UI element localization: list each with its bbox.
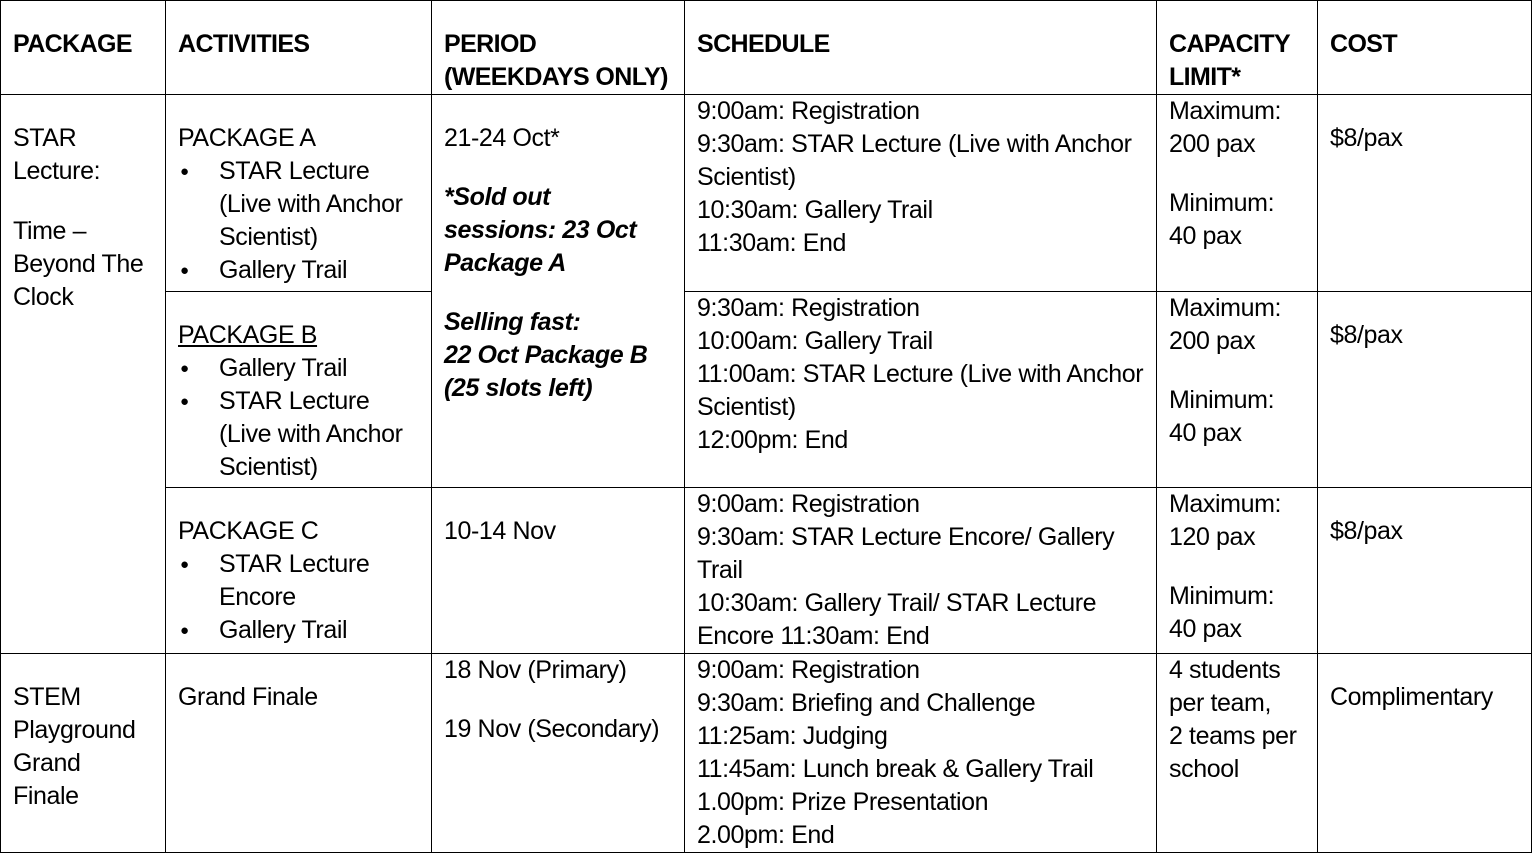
package-c-title: PACKAGE C bbox=[178, 517, 319, 545]
stem-package-line: Finale bbox=[13, 782, 79, 810]
stem-capacity-line: per team, bbox=[1169, 689, 1272, 717]
schedule-item: 10:30am: Gallery Trail/ STAR Lecture Encore 11:30am: End bbox=[697, 589, 1097, 650]
stem-period bbox=[432, 654, 685, 853]
capacity-max-label: Maximum: bbox=[1169, 490, 1282, 518]
table-row bbox=[1, 292, 1532, 488]
list-item: ● STAR Lecture (Live with Anchor Scientist) bbox=[178, 385, 423, 484]
schedule-item: 10:30am: Gallery Trail bbox=[697, 196, 933, 224]
table-row bbox=[1, 488, 1532, 654]
package-b-schedule bbox=[685, 292, 1157, 488]
package-a-cost: $8/pax bbox=[1318, 95, 1532, 292]
header-capacity-line1: CAPACITY bbox=[1169, 30, 1291, 58]
stem-package-cell bbox=[1, 654, 166, 853]
selling-fast-note: Selling fast: bbox=[444, 308, 581, 336]
table-row bbox=[1, 654, 1532, 853]
stem-capacity-line: 2 teams per bbox=[1169, 722, 1297, 750]
schedule-item: 11:25am: Judging bbox=[697, 722, 888, 750]
selling-fast-note: 22 Oct Package B bbox=[444, 341, 648, 369]
star-package-line: Clock bbox=[13, 283, 74, 311]
header-row bbox=[1, 1, 1532, 95]
schedule-item: 9:00am: Registration bbox=[697, 490, 920, 518]
sold-out-note: *Sold out bbox=[444, 183, 551, 211]
capacity-min-label: Minimum: bbox=[1169, 582, 1275, 610]
capacity-max-value: 200 pax bbox=[1169, 327, 1256, 355]
capacity-min-value: 40 pax bbox=[1169, 419, 1242, 447]
package-c-period: 10-14 Nov bbox=[432, 488, 685, 654]
list-item: ● Gallery Trail bbox=[178, 254, 423, 287]
list-item: ● Gallery Trail bbox=[178, 352, 423, 385]
schedule-item: 9:00am: Registration bbox=[697, 656, 920, 684]
schedule-item: 11:00am: STAR Lecture (Live with Anchor Scientist) bbox=[697, 360, 1144, 421]
schedule-item: 2.00pm: End bbox=[697, 821, 835, 849]
sold-out-note: sessions: 23 Oct bbox=[444, 216, 637, 244]
header-capacity-line2: LIMIT* bbox=[1169, 63, 1241, 91]
stem-package-line: Grand bbox=[13, 749, 81, 777]
star-package-line: Time – bbox=[13, 217, 87, 245]
stem-schedule bbox=[685, 654, 1157, 853]
list-item: ● STAR Lecture Encore bbox=[178, 548, 423, 614]
star-package-line: Lecture: bbox=[13, 157, 101, 185]
header-schedule: SCHEDULE bbox=[685, 1, 1157, 95]
stem-capacity-line: 4 students bbox=[1169, 656, 1281, 684]
package-c-activities bbox=[166, 488, 432, 654]
schedule-item: 10:00am: Gallery Trail bbox=[697, 327, 933, 355]
capacity-min-label: Minimum: bbox=[1169, 189, 1275, 217]
package-a-capacity bbox=[1157, 95, 1318, 292]
schedule-item: 9:30am: Registration bbox=[697, 294, 920, 322]
header-capacity bbox=[1157, 1, 1318, 95]
schedule-item: 9:30am: STAR Lecture Encore/ Gallery Trail bbox=[697, 523, 1115, 584]
capacity-max-value: 120 pax bbox=[1169, 523, 1256, 551]
package-a-title: PACKAGE A bbox=[178, 124, 316, 152]
header-activities: ACTIVITIES bbox=[166, 1, 432, 95]
package-b-cost: $8/pax bbox=[1318, 292, 1532, 488]
capacity-min-label: Minimum: bbox=[1169, 386, 1275, 414]
capacity-min-value: 40 pax bbox=[1169, 615, 1242, 643]
stem-package-line: Playground bbox=[13, 716, 136, 744]
star-package-line: Beyond The bbox=[13, 250, 144, 278]
schedule-item: 9:30am: Briefing and Challenge bbox=[697, 689, 1036, 717]
package-a-activities bbox=[166, 95, 432, 292]
stem-capacity-line: school bbox=[1169, 755, 1239, 783]
package-c-capacity bbox=[1157, 488, 1318, 654]
capacity-min-value: 40 pax bbox=[1169, 222, 1242, 250]
schedule-item: 11:30am: End bbox=[697, 229, 847, 257]
stem-capacity bbox=[1157, 654, 1318, 853]
list-item: ● STAR Lecture (Live with Anchor Scientist) bbox=[178, 155, 423, 254]
stem-cost: Complimentary bbox=[1318, 654, 1532, 853]
package-b-activities bbox=[166, 292, 432, 488]
header-cost: COST bbox=[1318, 1, 1532, 95]
schedule-item: 12:00pm: End bbox=[697, 426, 848, 454]
package-a-list bbox=[178, 155, 423, 287]
star-package-cell bbox=[1, 95, 166, 654]
header-period bbox=[432, 1, 685, 95]
package-c-list bbox=[178, 548, 423, 647]
list-item: ● Gallery Trail bbox=[178, 614, 423, 647]
package-c-schedule bbox=[685, 488, 1157, 654]
sold-out-note: Package A bbox=[444, 249, 566, 277]
star-period-dates: 21-24 Oct* bbox=[444, 124, 560, 152]
stem-activity: Grand Finale bbox=[166, 654, 432, 853]
stem-period-primary: 18 Nov (Primary) bbox=[444, 656, 627, 684]
package-b-list bbox=[178, 352, 423, 484]
star-period-cell bbox=[432, 95, 685, 488]
schedule-item: 9:30am: STAR Lecture (Live with Anchor Scientist) bbox=[697, 130, 1132, 191]
schedule-item: 9:00am: Registration bbox=[697, 97, 920, 125]
star-package-line: STAR bbox=[13, 124, 77, 152]
package-b-capacity bbox=[1157, 292, 1318, 488]
table-row bbox=[1, 95, 1532, 292]
capacity-max-value: 200 pax bbox=[1169, 130, 1256, 158]
header-period-line2: (WEEKDAYS ONLY) bbox=[444, 63, 668, 91]
package-c-cost: $8/pax bbox=[1318, 488, 1532, 654]
capacity-max-label: Maximum: bbox=[1169, 97, 1282, 125]
package-a-schedule bbox=[685, 95, 1157, 292]
schedule-item: 1.00pm: Prize Presentation bbox=[697, 788, 989, 816]
header-package: PACKAGE bbox=[1, 1, 166, 95]
schedule-item: 11:45am: Lunch break & Gallery Trail bbox=[697, 755, 1094, 783]
capacity-max-label: Maximum: bbox=[1169, 294, 1282, 322]
package-b-title: PACKAGE B bbox=[178, 321, 318, 349]
header-period-line1: PERIOD bbox=[444, 30, 537, 58]
selling-fast-note: (25 slots left) bbox=[444, 374, 593, 402]
stem-package-line: STEM bbox=[13, 683, 81, 711]
stem-period-secondary: 19 Nov (Secondary) bbox=[444, 715, 660, 743]
